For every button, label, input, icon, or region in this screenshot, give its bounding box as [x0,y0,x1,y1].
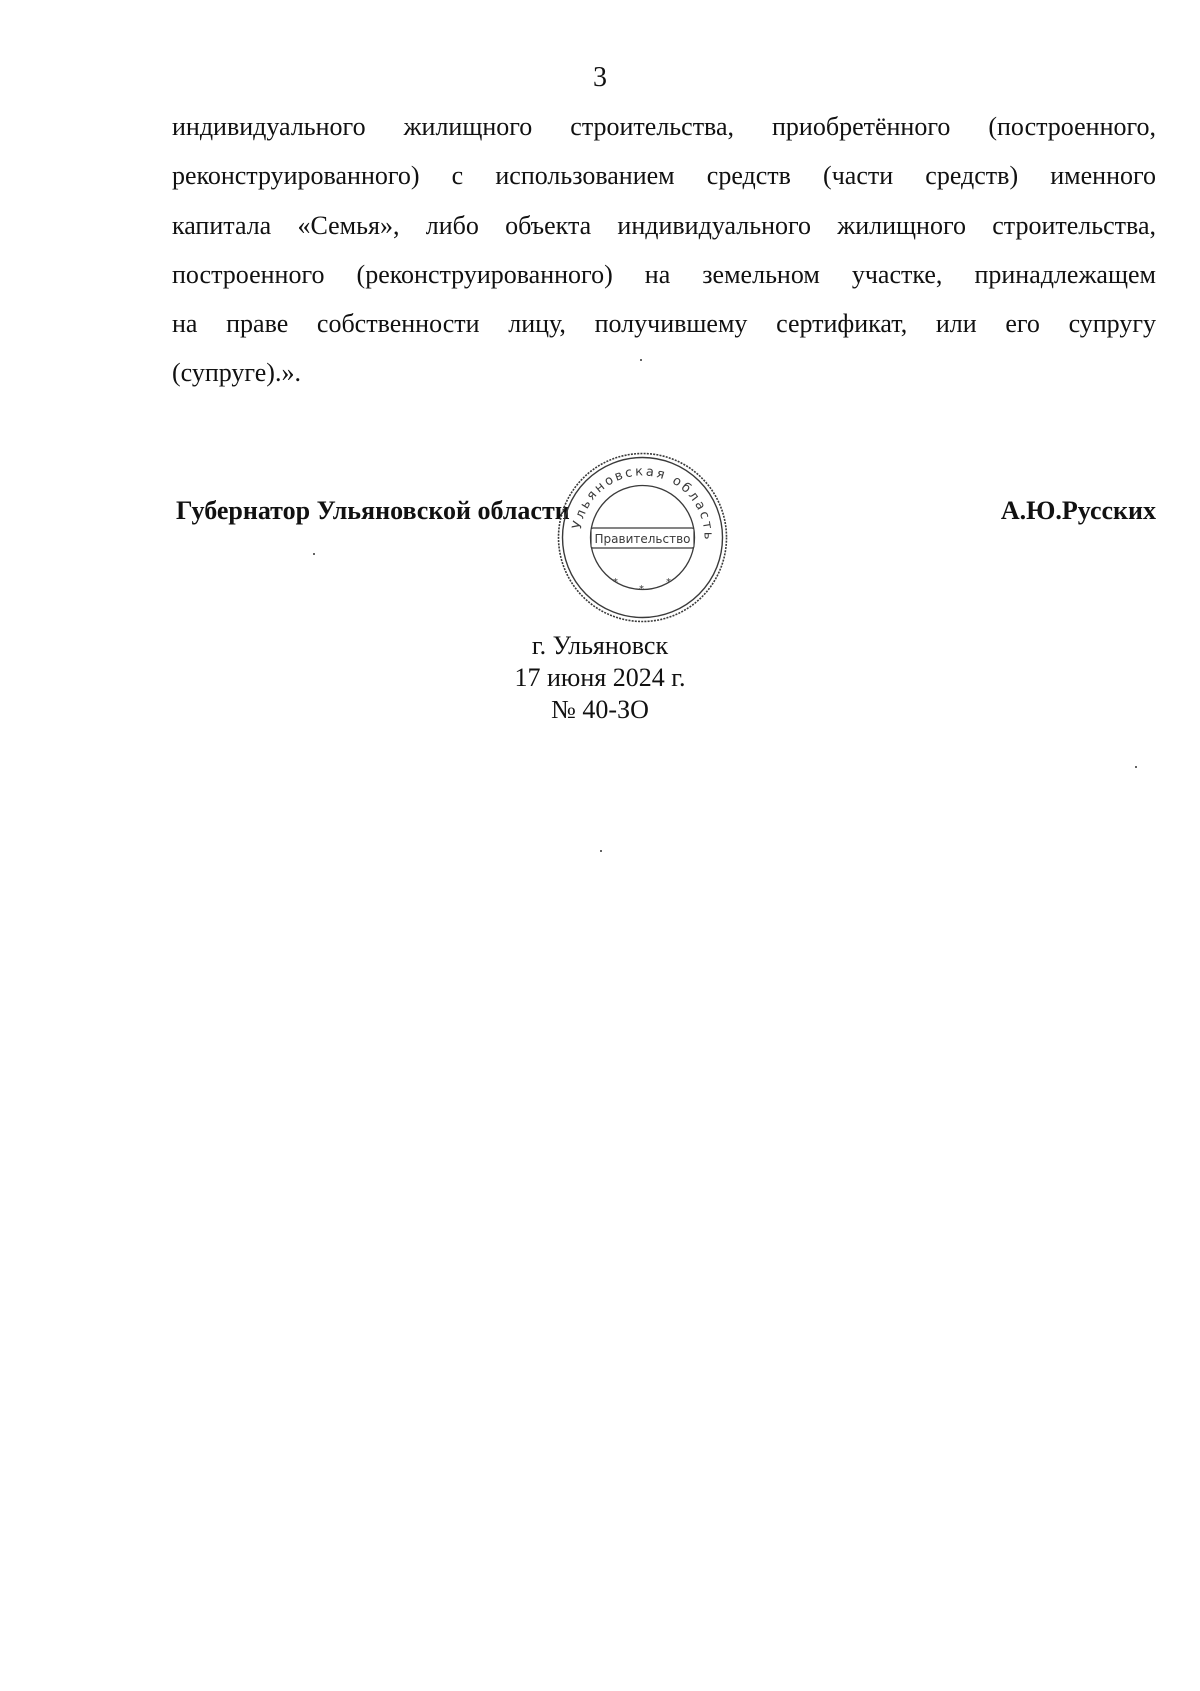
document-number: № 40-ЗО [551,695,649,724]
star-icon: * [666,577,671,588]
signatory-title: Губернатор Ульяновской области [176,496,570,525]
scan-speck [313,553,315,555]
document-body [172,102,1156,398]
signatory-name: А.Ю.Русских [1000,496,1156,525]
body-line: реконструированного) с использованием средств (части средств) именного [172,161,1156,191]
place-date-block [0,630,1200,726]
scan-speck [600,850,602,852]
body-line: капитала «Семья», либо объекта индивидуального жилищного строительства, [172,210,1156,240]
star-icon: * [639,584,644,595]
document-date: 17 июня 2024 г. [514,663,686,692]
seal-center-text: Правительство [594,532,691,546]
scan-speck [640,359,642,361]
star-icon: * [613,577,618,588]
seal-ring-text: Ульяновская область [570,464,716,542]
body-line: на праве собственности лицу, получившему сертификат, или его супругу [172,309,1156,339]
scan-speck [1135,766,1137,768]
page-number: 3 [593,62,607,93]
body-line: (супруге).». [172,358,301,388]
document-city: г. Ульяновск [531,631,669,660]
body-line: построенного (реконструированного) на земельном участке, принадлежащем [172,259,1156,289]
official-seal-stamp [555,450,730,625]
body-line: индивидуального жилищного строительства, приобретённого (построенного, [172,112,1156,141]
